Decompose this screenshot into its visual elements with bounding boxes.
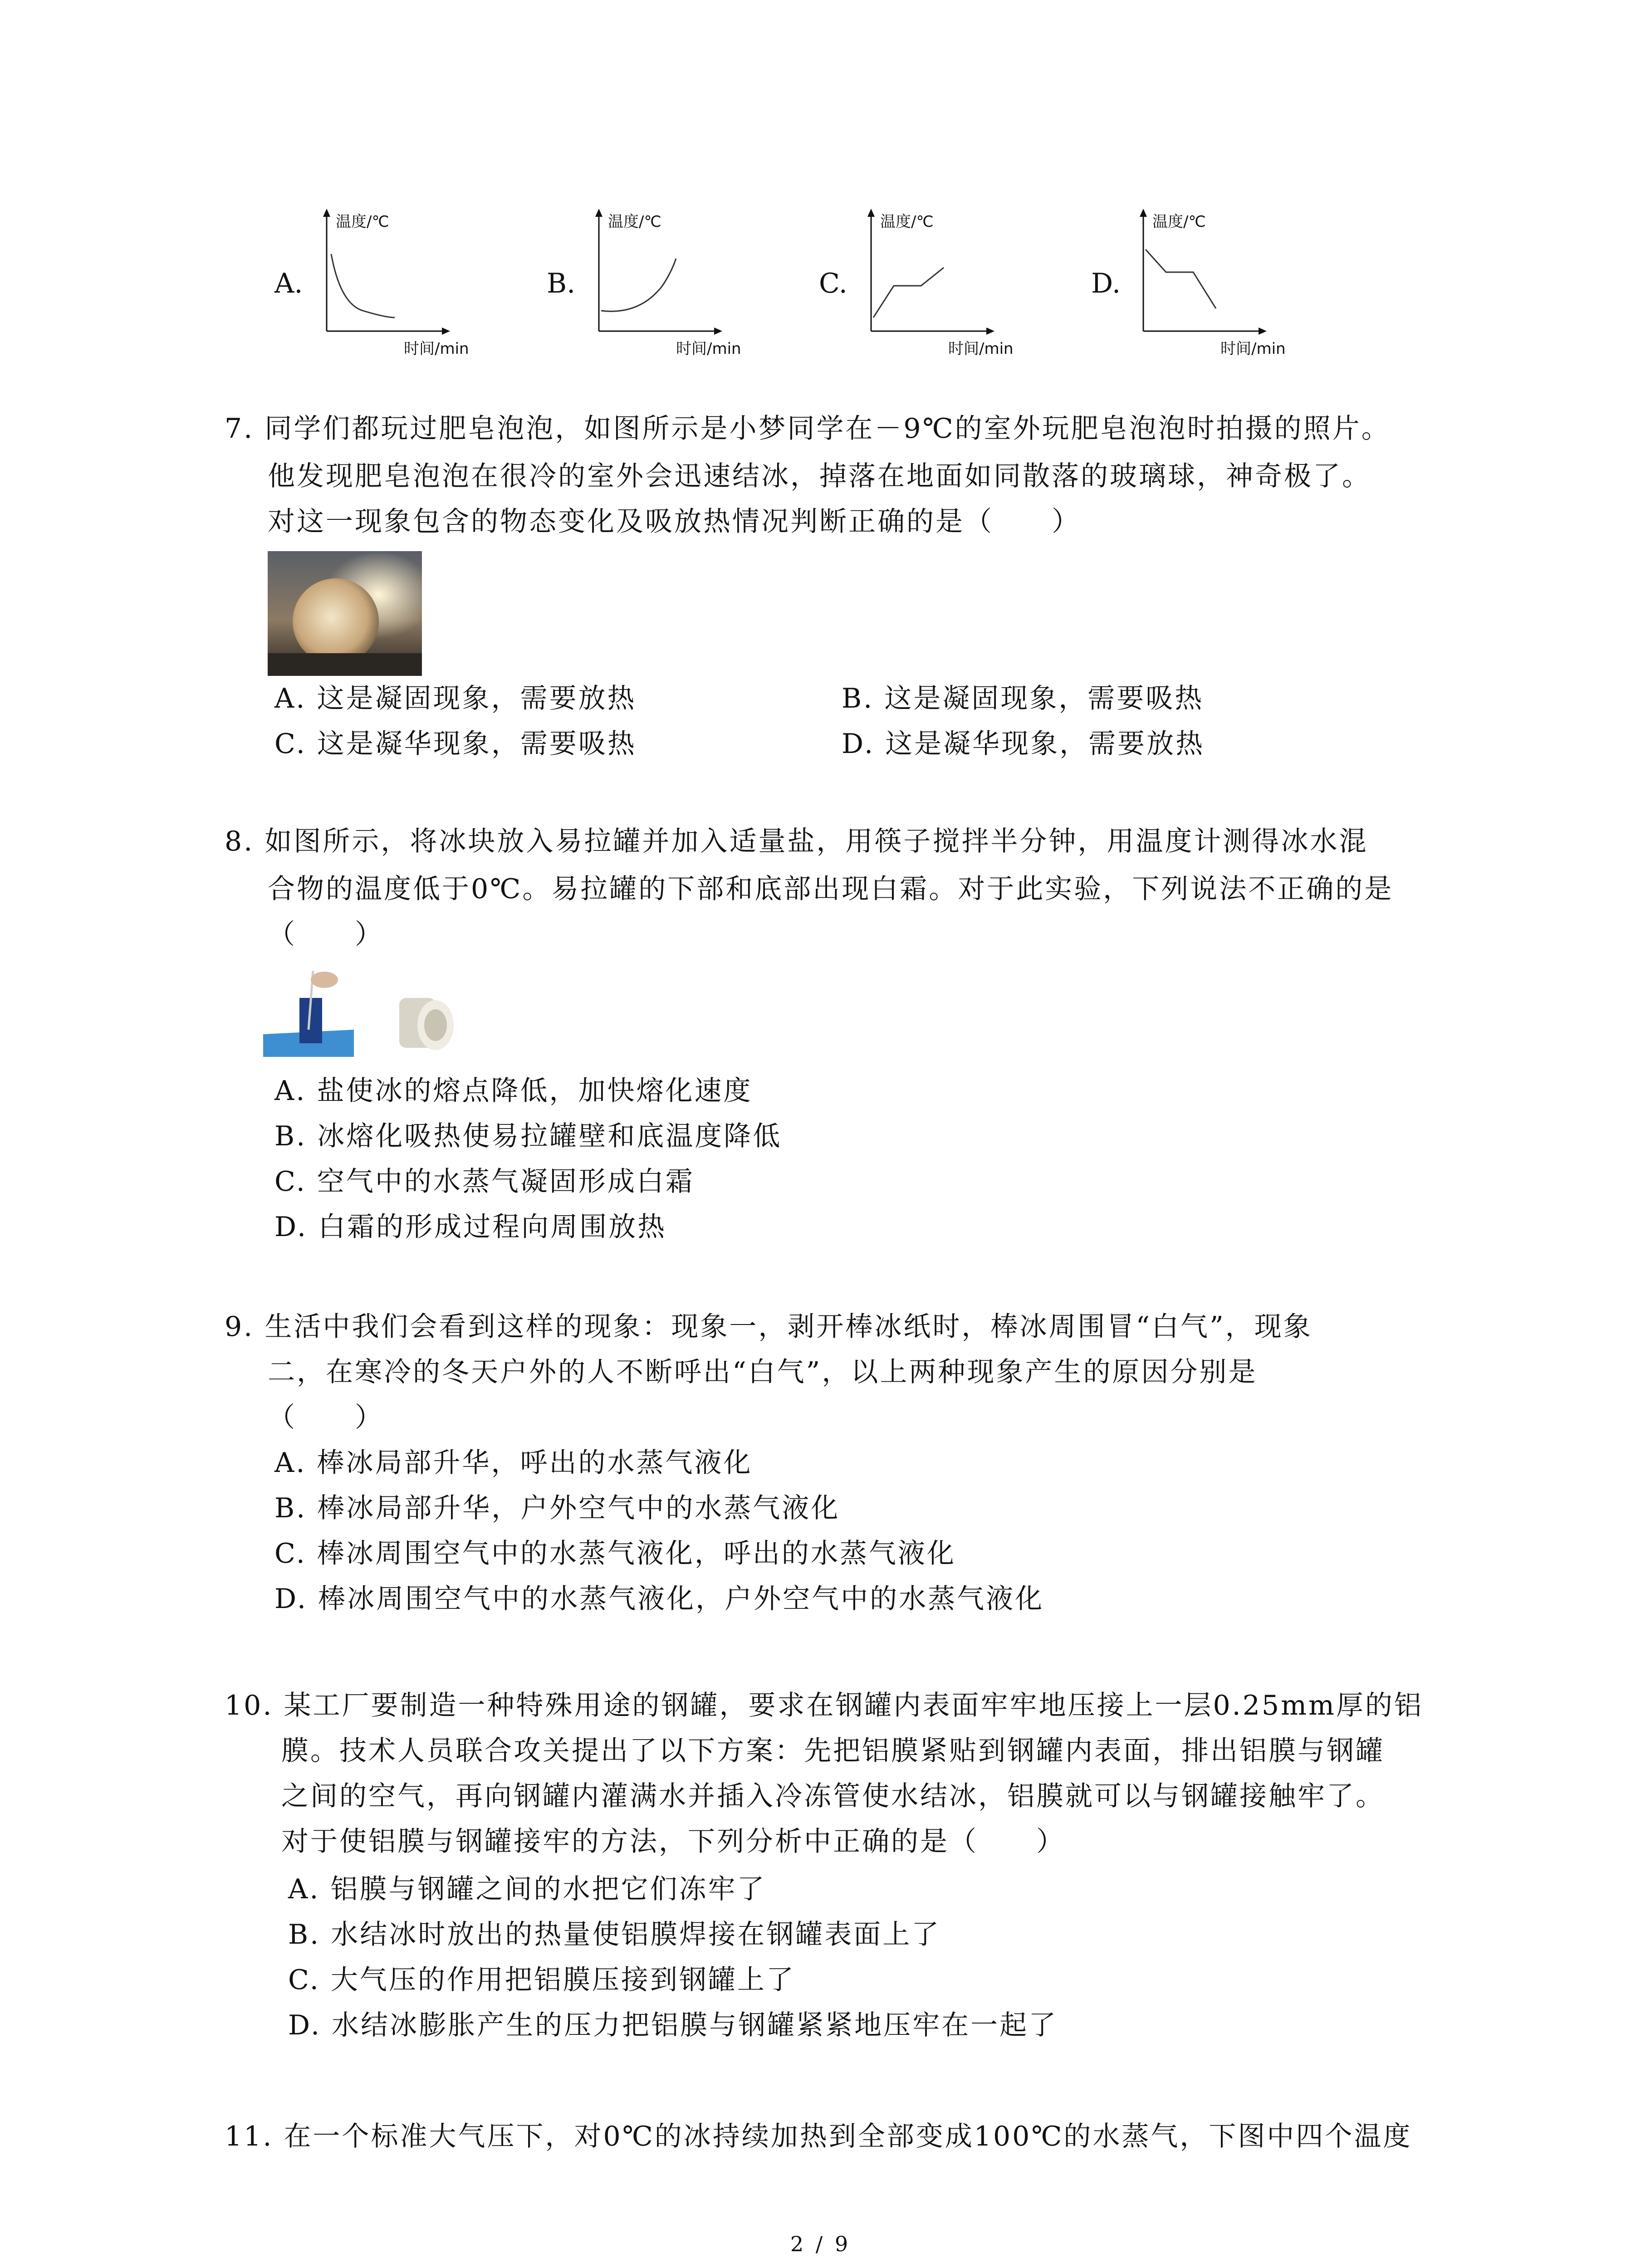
- q7-line2: 他发现肥皂泡泡在很冷的室外会迅速结冰，掉落在地面如同散落的玻璃球，神奇极了。: [268, 460, 1371, 492]
- q9-option-d: D. 棒冰周围空气中的水蒸气液化，户外空气中的水蒸气液化: [274, 1583, 1044, 1615]
- q8-option-d: D. 白霜的形成过程向周围放热: [274, 1211, 667, 1243]
- graph-c-ylabel: 温度/℃: [880, 213, 934, 231]
- q7-line1: 7. 同学们都玩过肥皂泡泡，如图所示是小梦同学在－9℃的室外玩肥皂泡泡时拍摄的照片。: [225, 413, 1391, 445]
- q8-option-b: B. 冰熔化吸热使易拉罐壁和底温度降低: [274, 1120, 782, 1152]
- q9-option-a: A. 棒冰局部升华，呼出的水蒸气液化: [274, 1447, 753, 1479]
- option-d-label: D.: [1091, 268, 1121, 299]
- option-b-label: B.: [547, 268, 576, 299]
- q7-option-b: B. 这是凝固现象，需要吸热: [842, 683, 1204, 714]
- q9-line3: （ ）: [268, 1402, 384, 1433]
- frozen-bubble-photo: [268, 551, 422, 676]
- q7-option-a: A. 这是凝固现象，需要放热: [274, 683, 637, 714]
- q10-line2: 膜。技术人员联合攻关提出了以下方案：先把铝膜紧贴到钢罐内表面，排出铝膜与钢罐: [281, 1735, 1385, 1767]
- q10-line1: 10. 某工厂要制造一种特殊用途的钢罐，要求在钢罐内表面牢牢地压接上一层0.25mm厚的铝: [225, 1690, 1423, 1721]
- q10-option-d: D. 水结冰膨胀产生的压力把铝膜与钢罐紧紧地压牢在一起了: [288, 2009, 1058, 2041]
- q9-option-b: B. 棒冰局部升华，户外空气中的水蒸气液化: [274, 1492, 840, 1524]
- option-c-label: C.: [819, 268, 847, 299]
- q10-option-a: A. 铝膜与钢罐之间的水把它们冻牢了: [288, 1873, 766, 1905]
- graph-a-xlabel: 时间/min: [404, 340, 469, 358]
- graph-b-ylabel: 温度/℃: [608, 213, 661, 231]
- q7-option-d: D. 这是凝华现象，需要放热: [842, 728, 1205, 760]
- graph-d: [1130, 209, 1420, 363]
- graph-c-xlabel: 时间/min: [948, 340, 1014, 358]
- q10-line3: 之间的空气，再向钢罐内灌满水并插入冷冻管使水结冰，铝膜就可以与钢罐接触牢了。: [281, 1780, 1385, 1812]
- graph-d-xlabel: 时间/min: [1220, 340, 1286, 358]
- q10-option-b: B. 水结冰时放出的热量使铝膜焊接在钢罐表面上了: [288, 1919, 941, 1950]
- q9-line1: 9. 生活中我们会看到这样的现象：现象一，剥开棒冰纸时，棒冰周围冒“白气”，现象: [225, 1311, 1313, 1343]
- graph-d-ylabel: 温度/℃: [1152, 213, 1206, 231]
- q7-line3: 对这一现象包含的物态变化及吸放热情况判断正确的是（ ）: [268, 506, 1081, 538]
- graph-a-ylabel: 温度/℃: [336, 213, 389, 231]
- q8-option-a: A. 盐使冰的熔点降低，加快熔化速度: [274, 1075, 753, 1107]
- q11-line1: 11. 在一个标准大气压下，对0℃的冰持续加热到全部变成100℃的水蒸气，下图中四个温度: [225, 2121, 1412, 2152]
- q9-line2: 二，在寒冷的冬天户外的人不断呼出“白气”，以上两种现象产生的原因分别是: [268, 1356, 1258, 1388]
- q8-line2: 合物的温度低于0℃。易拉罐的下部和底部出现白霜。对于此实验，下列说法不正确的是: [268, 873, 1394, 905]
- option-a-label: A.: [274, 268, 303, 299]
- page-number: 2 / 9: [790, 2232, 851, 2256]
- q7-option-c: C. 这是凝华现象，需要吸热: [274, 728, 637, 760]
- can-stirring-photo: [263, 962, 354, 1057]
- graph-b-xlabel: 时间/min: [676, 340, 741, 358]
- q9-option-c: C. 棒冰周围空气中的水蒸气液化，呼出的水蒸气液化: [274, 1538, 956, 1569]
- q8-option-c: C. 空气中的水蒸气凝固形成白霜: [274, 1166, 695, 1198]
- q8-line3: （ ）: [268, 919, 384, 950]
- q10-line4: 对于使铝膜与钢罐接牢的方法，下列分析中正确的是（ ）: [281, 1826, 1065, 1857]
- q8-line1: 8. 如图所示，将冰块放入易拉罐并加入适量盐，用筷子搅拌半分钟，用温度计测得冰水混: [225, 826, 1368, 857]
- q10-option-c: C. 大气压的作用把铝膜压接到钢罐上了: [288, 1964, 795, 1996]
- frost-can-photo: [390, 989, 458, 1057]
